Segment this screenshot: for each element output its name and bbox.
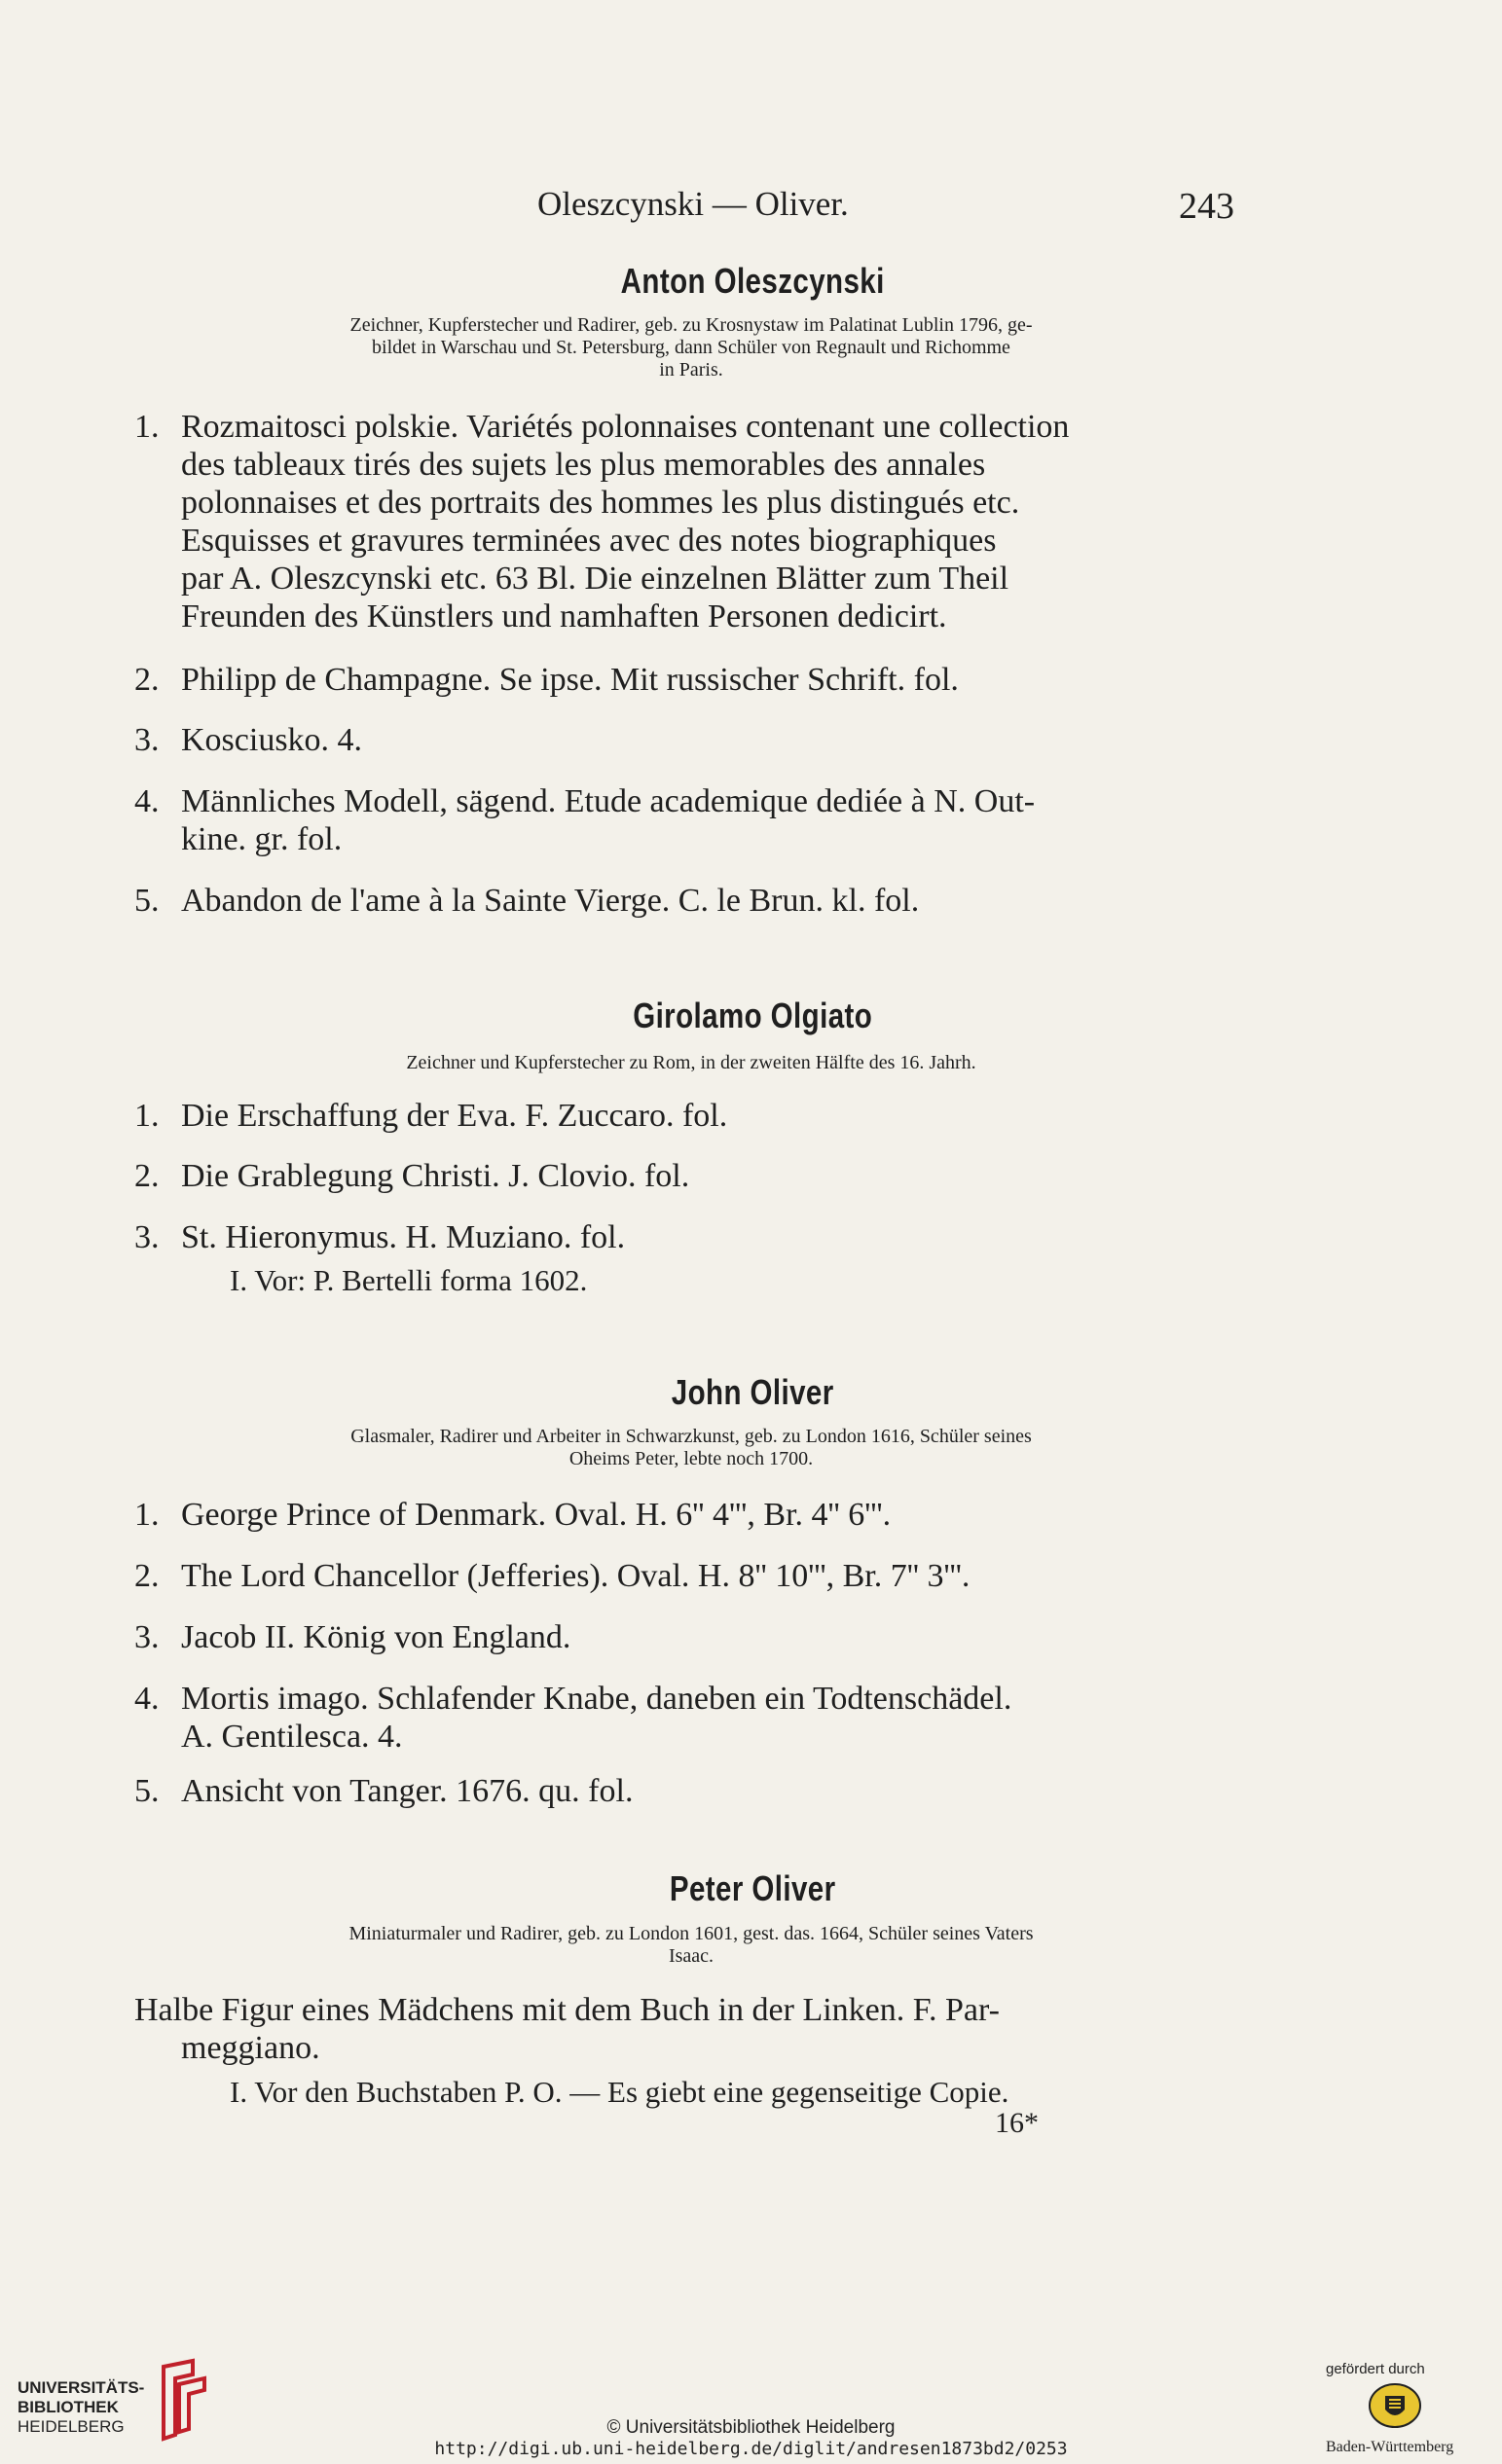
logo-line: HEIDELBERG	[18, 2417, 125, 2436]
catalog-entry	[134, 1680, 1240, 1756]
entry-line: kine. gr. fol.	[181, 821, 343, 857]
section-bio	[180, 1052, 1202, 1074]
entry-number: 2.	[134, 1558, 160, 1594]
entry-line: Die Grablegung Christi. J. Clovio. fol.	[181, 1158, 690, 1194]
entry-line: The Lord Chancellor (Jefferies). Oval. H. 8'' 10''', Br. 7'' 3'''.	[181, 1558, 971, 1594]
catalog-entry	[134, 1991, 1240, 2067]
catalog-entry	[134, 408, 1240, 635]
section-bio	[180, 314, 1202, 381]
entry-number: 1.	[134, 1497, 160, 1533]
entry-line: par A. Oleszcynski etc. 63 Bl. Die einzelnen Blätter zum Theil	[181, 561, 1009, 597]
signature-mark: 16*	[995, 2107, 1039, 2139]
catalog-entry	[134, 1618, 1240, 1656]
bio-line: Glasmaler, Radirer und Arbeiter in Schwarzkunst, geb. zu London 1616, Schüler seines	[350, 1426, 1032, 1447]
bio-line: bildet in Warschau und St. Petersburg, dann Schüler von Regnault und Richomme	[372, 337, 1010, 358]
state-note: I. Vor den Buchstaben P. O. — Es giebt eine gegenseitige Copie.	[230, 2075, 1009, 2109]
permalink[interactable]: http://digi.ub.uni-heidelberg.de/diglit/andresen1873bd2/0253	[434, 2439, 1068, 2459]
entry-line: Philipp de Champagne. Se ipse. Mit russischer Schrift. fol.	[181, 662, 959, 698]
entry-line: des tableaux tirés des sujets les plus memorables des annales	[181, 447, 986, 483]
entry-number: 4.	[134, 783, 160, 819]
state-note: I. Vor: P. Bertelli forma 1602.	[230, 1263, 588, 1297]
section-heading-john-oliver: John Oliver	[671, 1372, 834, 1412]
entry-number: 3.	[134, 1619, 160, 1655]
entry-line: Mortis imago. Schlafender Knabe, daneben ein Todtenschädel.	[181, 1681, 1012, 1717]
entry-number: 2.	[134, 1158, 160, 1194]
section-bio	[180, 1426, 1202, 1470]
entry-number: 3.	[134, 722, 160, 758]
entry-line: Die Erschaffung der Eva. F. Zuccaro. fol.	[181, 1098, 728, 1134]
entry-line: St. Hieronymus. H. Muziano. fol.	[181, 1219, 626, 1255]
entry-line: George Prince of Denmark. Oval. H. 6'' 4''', Br. 4'' 6'''.	[181, 1497, 892, 1533]
bio-line: Isaac.	[668, 1945, 714, 1967]
catalog-entry	[134, 1157, 1240, 1195]
running-header: Oleszcynski — Oliver.	[537, 185, 849, 223]
catalog-entry	[134, 782, 1240, 858]
entry-line: A. Gentilesca. 4.	[181, 1719, 403, 1755]
catalog-entry	[134, 882, 1240, 920]
state-seal-icon	[1368, 2382, 1422, 2429]
funding-label: gefördert durch	[1326, 2361, 1425, 2377]
bio-line: Miniaturmaler und Radirer, geb. zu London 1601, gest. das. 1664, Schüler seines Vaters	[348, 1923, 1034, 1944]
entry-line: Kosciusko. 4.	[181, 722, 363, 758]
funder-name: Baden-Württemberg	[1326, 2439, 1454, 2455]
section-heading-anton-oleszcynski: Anton Oleszcynski	[620, 261, 885, 301]
entry-number: 5.	[134, 883, 160, 919]
entry-line: Abandon de l'ame à la Sainte Vierge. C. le Brun. kl. fol.	[181, 883, 920, 919]
entry-number: 3.	[134, 1219, 160, 1255]
entry-line: polonnaises et des portraits des hommes les plus distingués etc.	[181, 485, 1020, 521]
entry-line: Esquisses et gravures terminées avec des notes biographiques	[181, 523, 997, 559]
bio-line: Zeichner und Kupferstecher zu Rom, in der zweiten Hälfte des 16. Jahrh.	[406, 1052, 976, 1073]
copyright-notice: © Universitätsbibliothek Heidelberg	[606, 2417, 896, 2438]
catalog-entry	[134, 1097, 1240, 1135]
catalog-entry	[134, 1218, 1240, 1256]
catalog-entry	[134, 721, 1240, 759]
section-bio	[180, 1923, 1202, 1968]
logo-line: UNIVERSITÄTS-	[18, 2378, 145, 2397]
bio-line: Oheims Peter, lebte noch 1700.	[568, 1448, 814, 1469]
entry-number: 5.	[134, 1773, 160, 1809]
catalog-entry	[134, 1496, 1240, 1534]
entry-line: Rozmaitosci polskie. Variétés polonnaises contenant une collection	[181, 409, 1070, 445]
entry-line: Männliches Modell, sägend. Etude academique dediée à N. Out-	[181, 783, 1036, 819]
page-number: 243	[1179, 186, 1234, 227]
logo-line: BIBLIOTHEK	[18, 2398, 119, 2416]
bio-line: in Paris.	[659, 359, 723, 380]
entry-number: 2.	[134, 662, 160, 698]
entry-line: Ansicht von Tanger. 1676. qu. fol.	[181, 1773, 634, 1809]
catalog-entry	[134, 661, 1240, 699]
catalog-entry	[134, 1557, 1240, 1595]
entry-number: 1.	[134, 1098, 160, 1134]
entry-line: Freunden des Künstlers und namhaften Personen dedicirt.	[181, 598, 947, 634]
entry-line: meggiano.	[181, 2030, 320, 2066]
entry-line: Jacob II. König von England.	[181, 1619, 571, 1655]
entry-number: 1.	[134, 409, 160, 445]
catalog-entry	[134, 1772, 1240, 1810]
section-heading-peter-oliver: Peter Oliver	[669, 1868, 836, 1908]
entry-line: Halbe Figur eines Mädchens mit dem Buch in der Linken. F. Par-	[134, 1992, 1000, 2028]
entry-number: 4.	[134, 1681, 160, 1717]
bio-line: Zeichner, Kupferstecher und Radirer, geb. zu Krosnystaw im Palatinat Lublin 1796, ge-	[349, 314, 1033, 336]
section-heading-girolamo-olgiato: Girolamo Olgiato	[633, 996, 873, 1035]
